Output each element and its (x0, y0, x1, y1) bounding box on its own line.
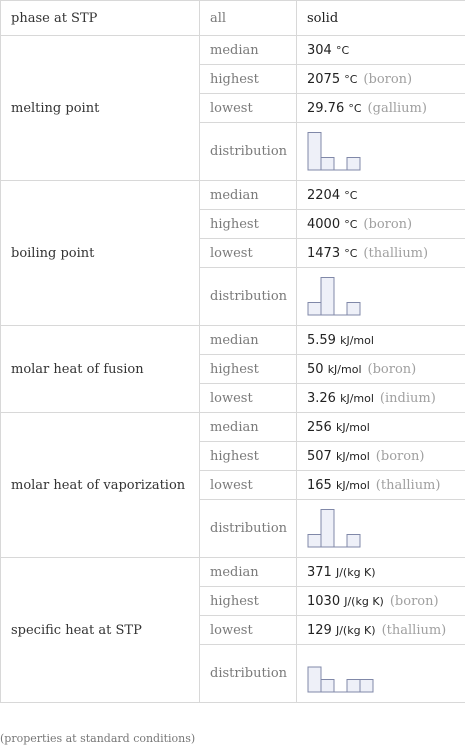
histogram-bar (308, 667, 321, 692)
header-row (1, 1, 465, 36)
melting-distribution (297, 123, 465, 181)
property-molar-heat-of-fusion: molar heat of fusion (1, 326, 200, 413)
label-median: median (200, 36, 297, 65)
specific-heat-highest-value: 1030 J/(kg K) (boron) (297, 587, 465, 616)
histogram-bar (347, 157, 360, 170)
label-median: median (200, 413, 297, 442)
label-lowest: lowest (200, 471, 297, 500)
melting-histogram (307, 131, 387, 173)
footnote: (properties at standard conditions) (0, 732, 196, 745)
label-highest: highest (200, 65, 297, 94)
boiling-histogram (307, 276, 387, 318)
label-highest: highest (200, 442, 297, 471)
boiling-median-value: 2204 °C (297, 181, 465, 210)
header-solid: solid (297, 1, 465, 36)
label-lowest: lowest (200, 239, 297, 268)
vaporization-highest-value: 507 kJ/mol (boron) (297, 442, 465, 471)
property-melting-point: melting point (1, 36, 200, 181)
header-phase: phase at STP (1, 1, 200, 36)
label-highest: highest (200, 355, 297, 384)
histogram-bar (308, 132, 321, 170)
label-lowest: lowest (200, 384, 297, 413)
boiling-distribution (297, 268, 465, 326)
property-molar-heat-of-vaporization: molar heat of vaporization (1, 413, 200, 558)
fusion-highest-value: 50 kJ/mol (boron) (297, 355, 465, 384)
specific-heat-histogram (307, 653, 387, 695)
histogram-bar (321, 509, 334, 547)
boiling-highest-value: 4000 °C (boron) (297, 210, 465, 239)
histogram-bar (321, 157, 334, 170)
histogram-bar (308, 534, 321, 547)
property-boiling-point: boiling point (1, 181, 200, 326)
label-lowest: lowest (200, 616, 297, 645)
vaporization-histogram (307, 508, 387, 550)
label-highest: highest (200, 587, 297, 616)
histogram-bar (308, 302, 321, 315)
fusion-median-value: 5.59 kJ/mol (297, 326, 465, 355)
label-median: median (200, 558, 297, 587)
vaporization-distribution (297, 500, 465, 558)
vaporization-lowest-value: 165 kJ/mol (thallium) (297, 471, 465, 500)
histogram-bar (347, 679, 360, 692)
label-median: median (200, 181, 297, 210)
property-specific-heat: specific heat at STP (1, 558, 200, 703)
histogram-bar (360, 679, 373, 692)
specific-heat-median-value: 371 J/(kg K) (297, 558, 465, 587)
fusion-lowest-value: 3.26 kJ/mol (indium) (297, 384, 465, 413)
label-median: median (200, 326, 297, 355)
histogram-bar (321, 277, 334, 315)
header-all: all (200, 1, 297, 36)
histogram-bar (347, 534, 360, 547)
vaporization-median-value: 256 kJ/mol (297, 413, 465, 442)
melting-lowest-value: 29.76 °C (gallium) (297, 94, 465, 123)
label-distribution: distribution (200, 500, 297, 558)
boiling-lowest-value: 1473 °C (thallium) (297, 239, 465, 268)
histogram-bar (321, 679, 334, 692)
label-distribution: distribution (200, 645, 297, 703)
label-distribution: distribution (200, 268, 297, 326)
melting-highest-value: 2075 °C (boron) (297, 65, 465, 94)
label-lowest: lowest (200, 94, 297, 123)
melting-median-value: 304 °C (297, 36, 465, 65)
specific-heat-lowest-value: 129 J/(kg K) (thallium) (297, 616, 465, 645)
specific-heat-distribution (297, 645, 465, 703)
histogram-bar (347, 302, 360, 315)
label-distribution: distribution (200, 123, 297, 181)
label-highest: highest (200, 210, 297, 239)
